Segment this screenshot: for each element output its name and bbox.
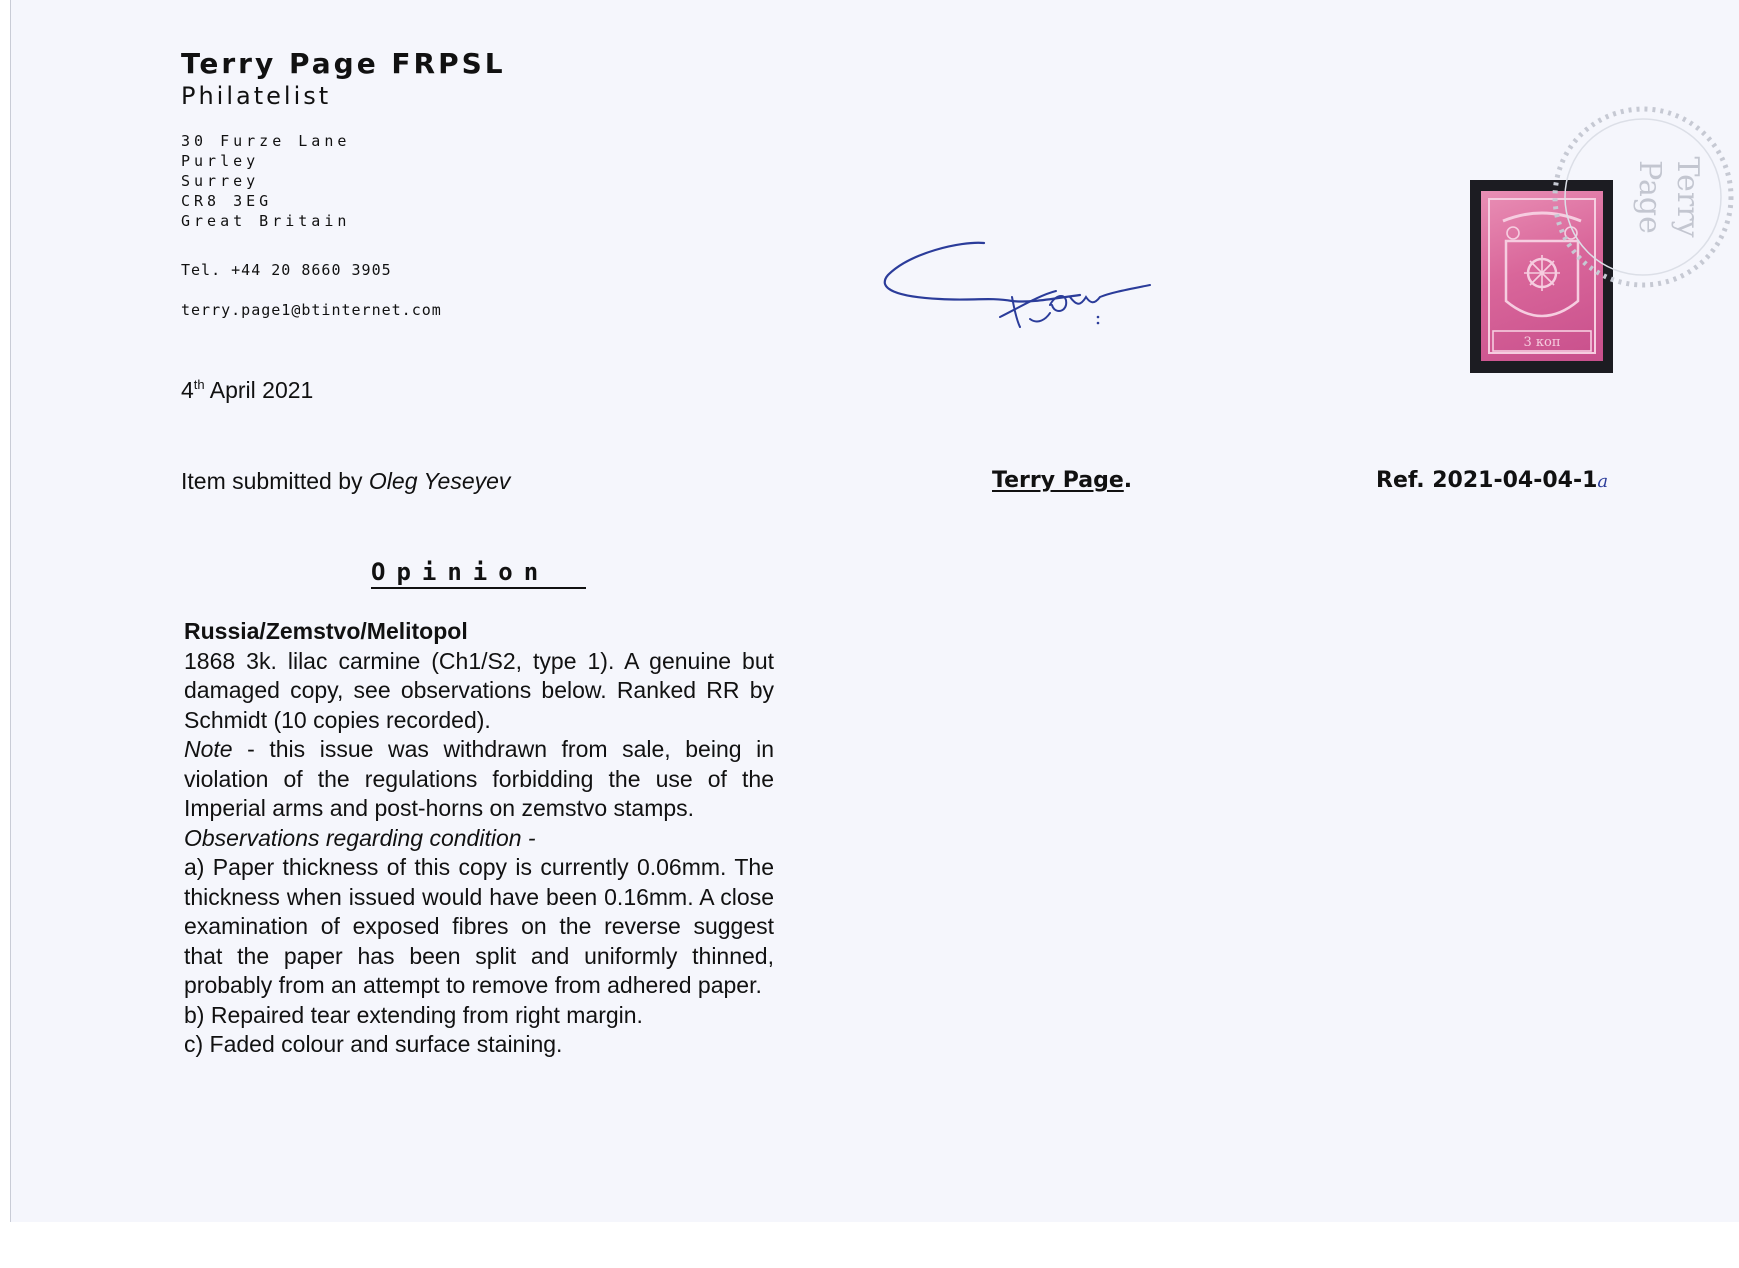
date-month-year: April 2021 xyxy=(204,377,314,403)
submitted-by xyxy=(181,468,510,495)
seal-text-line-1: Terry xyxy=(1670,156,1705,238)
date-day: 4 xyxy=(181,377,194,403)
seal-text-line-2: Page xyxy=(1632,160,1667,234)
telephone: Tel. +44 20 8660 3905 xyxy=(181,261,392,279)
note-text: - this issue was withdrawn from sale, being in violation of the regulations forbidding the use of the Imperial arms and post-horns on zemstvo stamps. xyxy=(184,736,774,821)
observations-heading xyxy=(184,824,774,854)
note-label: Note xyxy=(184,736,233,762)
letterhead-profession: Philatelist xyxy=(181,82,332,110)
stamp-value-text: 3 коп xyxy=(1523,335,1561,350)
item-description: 1868 3k. lilac carmine (Ch1/S2, type 1). A genuine but damaged copy, see observations below. Ranked RR by Schmidt (10 copies recorded). xyxy=(184,647,774,733)
handwritten-signature xyxy=(880,235,1160,345)
address-line: Surrey xyxy=(181,172,260,190)
opinion-title: Opinion xyxy=(371,558,586,589)
reference-number xyxy=(1376,468,1608,493)
reference-handwritten-suffix: a xyxy=(1597,471,1609,492)
letterhead-name: Terry Page FRPSL xyxy=(181,47,506,80)
reference-label: Ref. 2021-04-04-1 xyxy=(1376,468,1598,493)
scan-bottom-margin xyxy=(0,1222,1739,1268)
opinion-body xyxy=(184,617,774,1060)
date-day-suffix: th xyxy=(193,377,205,392)
submitter-name: Oleg Yeseyev xyxy=(368,468,511,494)
signatory-period: . xyxy=(1123,468,1133,493)
address-line: Purley xyxy=(181,152,260,170)
address-line: CR8 3EG xyxy=(181,192,273,210)
item-note xyxy=(184,735,774,824)
signatory-printed-name xyxy=(992,468,1132,493)
submitted-by-prefix: Item submitted by xyxy=(181,468,369,494)
item-heading: Russia/Zemstvo/Melitopol xyxy=(184,618,468,644)
address-line: 30 Furze Lane xyxy=(181,132,351,150)
embossed-seal xyxy=(1548,102,1738,292)
letterhead-address xyxy=(181,131,350,231)
certificate-date xyxy=(181,377,313,404)
address-line: Great Britain xyxy=(181,212,351,230)
signatory-name: Terry Page xyxy=(992,468,1124,493)
observations-label: Observations regarding condition - xyxy=(184,824,536,851)
observation-item: a) Paper thickness of this copy is currently 0.06mm. The thickness when issued would have been 0.16mm. A close examination of exposed fibres on the reverse suggest that the paper has been split and uniformly thinned, probably from an attempt to remove from adhered paper. xyxy=(184,854,774,998)
observation-item: b) Repaired tear extending from right margin. xyxy=(184,1001,643,1028)
email: terry.page1@btinternet.com xyxy=(181,301,442,319)
observation-item: c) Faded colour and surface staining. xyxy=(184,1031,563,1057)
